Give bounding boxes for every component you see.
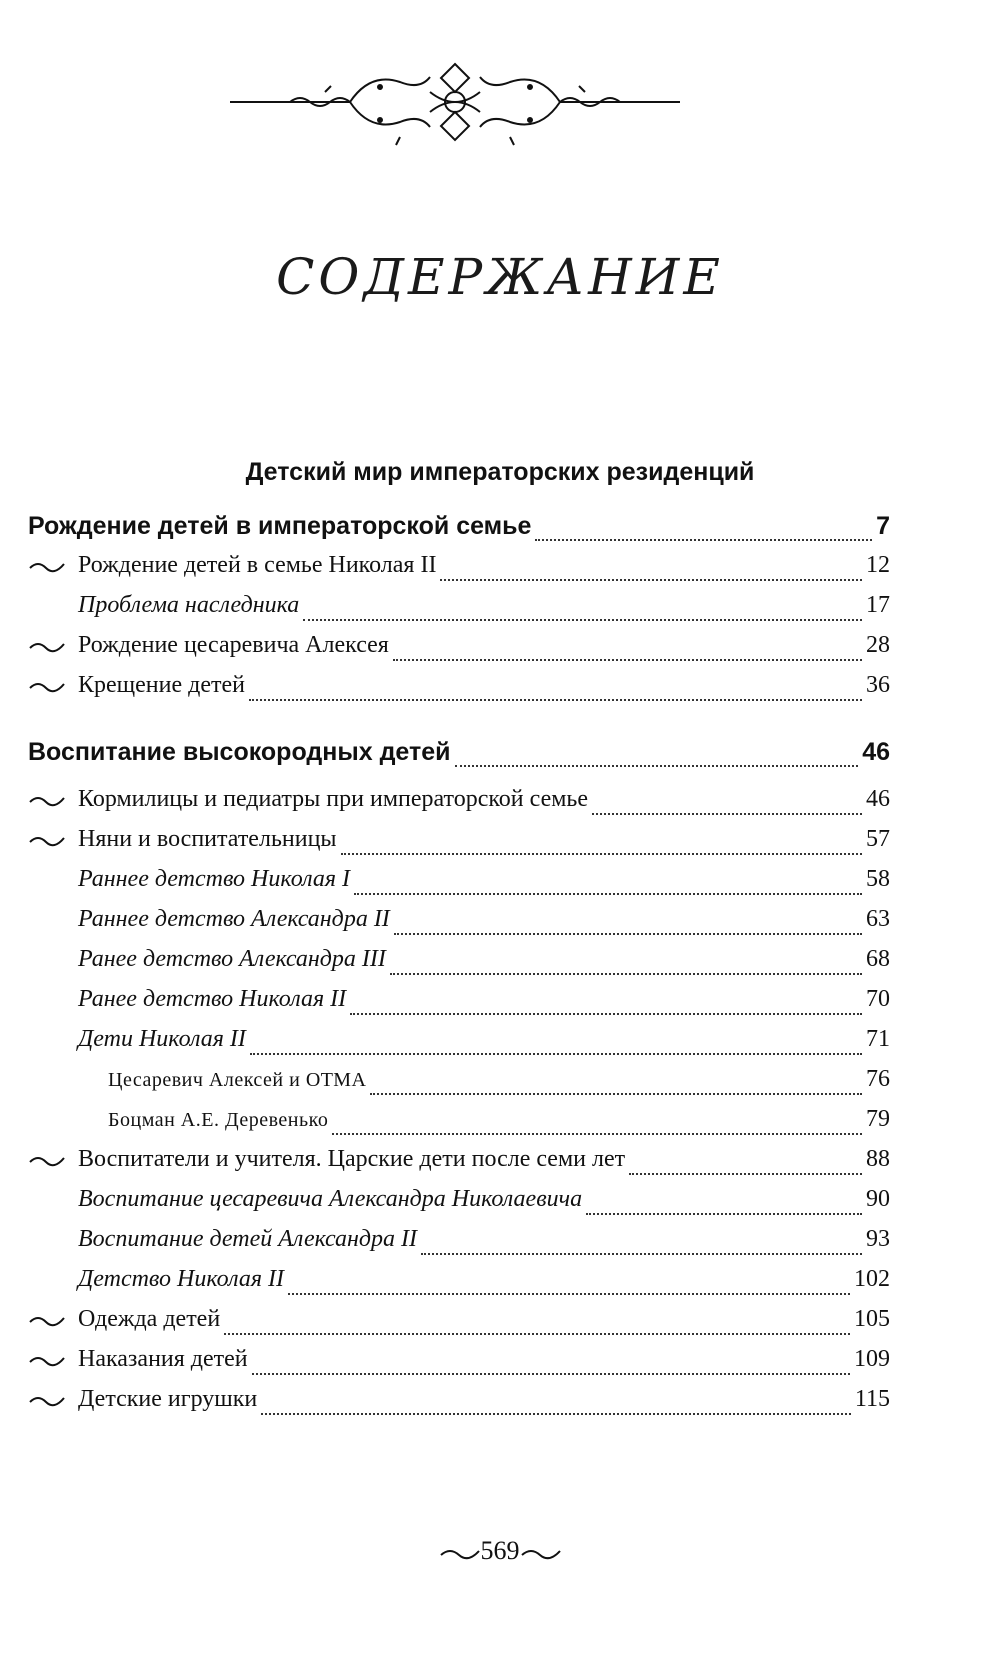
toc-entry-label: Рождение цесаревича Алексея [78,632,389,658]
toc-entry[interactable] [28,1066,890,1106]
toc-entry-page: 17 [866,592,890,618]
swash-bullet-icon [28,826,78,853]
toc-entry[interactable] [28,906,890,946]
dot-leader [629,1173,862,1175]
toc-entry[interactable] [28,1306,890,1346]
toc-entry-page: 68 [866,946,890,972]
swash-left-icon [439,1536,481,1565]
toc-entry-page: 90 [866,1186,890,1212]
toc-entry-page: 109 [854,1346,890,1372]
toc-entry-label: Дети Николая II [78,1026,246,1052]
toc-entry[interactable] [28,672,890,712]
dot-leader [354,893,862,895]
toc-entry-label: Крещение детей [78,672,245,698]
dot-leader [250,1053,862,1055]
toc-entry-label: Наказания детей [78,1346,248,1372]
toc-entry-page: 57 [866,826,890,852]
dot-leader [224,1333,850,1335]
toc-entry-label: Воспитание детей Александра II [78,1226,417,1252]
toc-entry-label: Боцман А.Е. Деревенько [108,1109,329,1131]
dot-leader [332,1133,862,1135]
toc-entry-label: Детские игрушки [78,1386,258,1412]
toc-entry[interactable] [28,826,890,866]
toc-entry-page: 63 [866,906,890,932]
toc-entry-page: 28 [866,632,890,658]
dot-leader [535,539,872,541]
dot-leader [421,1253,862,1255]
swash-bullet-icon [28,672,78,699]
toc-entry[interactable] [28,1026,890,1066]
toc-entry-label: Рождение детей в семье Николая II [78,552,437,578]
toc-entry[interactable] [28,592,890,632]
toc-entry-label: Рождение детей в императорской семье [28,512,532,540]
swash-bullet-icon [28,632,78,659]
swash-right-icon [520,1536,562,1565]
toc-entry[interactable] [28,1146,890,1186]
toc-entry-page: 7 [876,512,890,540]
toc-entry-label: Цесаревич Алексей и ОТМА [108,1069,367,1091]
toc-entry-page: 115 [854,1386,890,1412]
dot-leader [261,1413,851,1415]
swash-bullet-icon [28,552,78,579]
toc-entry-page: 105 [854,1306,890,1332]
dot-leader [252,1373,850,1375]
toc-entry[interactable] [28,1106,890,1146]
toc-entry[interactable] [28,1186,890,1226]
page-title: СОДЕРЖАНИЕ [276,248,724,306]
dot-leader [341,853,862,855]
toc-entry-label: Раннее детство Александра II [78,906,390,932]
toc-entry-label: Детство Николая II [78,1266,284,1292]
swash-bullet-icon [28,1306,78,1333]
toc-entry-label: Проблема наследника [78,592,300,618]
dot-leader [390,973,862,975]
ornament-divider-icon [230,52,680,152]
toc-entry-label: Воспитатели и учителя. Царские дети после семи лет [78,1146,626,1172]
toc-entry[interactable] [28,632,890,672]
toc-entry-page: 88 [866,1146,890,1172]
toc-entry[interactable] [28,946,890,986]
toc-entry[interactable] [28,1266,890,1306]
page-footer [0,1536,1000,1566]
toc-entry[interactable] [28,1386,890,1426]
dot-leader [350,1013,862,1015]
toc-entry[interactable] [28,866,890,906]
swash-bullet-icon [28,786,78,813]
toc-entry-page: 46 [862,738,890,766]
dot-leader [440,579,862,581]
swash-bullet-icon [28,1346,78,1373]
toc-entry[interactable] [28,1346,890,1386]
toc-entry-label: Одежда детей [78,1306,221,1332]
dot-leader [370,1093,862,1095]
toc-entry[interactable] [28,986,890,1026]
toc-entry-label: Ранее детство Николая II [78,986,347,1012]
toc-entry-page: 93 [866,1226,890,1252]
toc-entry-page: 79 [866,1106,890,1132]
dot-leader [592,813,862,815]
toc-entry[interactable] [28,786,890,826]
toc-entry-label: Раннее детство Николая I [78,866,351,892]
toc-entry-page: 36 [866,672,890,698]
dot-leader [249,699,862,701]
toc-entry[interactable] [28,738,890,778]
dot-leader [394,933,862,935]
toc-entry-page: 76 [866,1066,890,1092]
toc-entry-page: 102 [854,1266,890,1292]
dot-leader [303,619,862,621]
toc-entry-label: Ранее детство Александра III [78,946,386,972]
toc-entry-page: 58 [866,866,890,892]
page-number: 569 [480,1536,520,1565]
dot-leader [288,1293,850,1295]
toc-entry-label: Няни и воспитательницы [78,826,337,852]
toc-entry[interactable] [28,552,890,592]
toc-entry[interactable] [28,1226,890,1266]
swash-bullet-icon [28,1386,78,1413]
toc-entry-page: 46 [866,786,890,812]
toc-entry-page: 70 [866,986,890,1012]
dot-leader [455,765,859,767]
toc-entry-label: Воспитание высокородных детей [28,738,451,766]
toc-entry-page: 12 [866,552,890,578]
swash-bullet-icon [28,1146,78,1173]
section-title: Детский мир императорских резиденций [245,458,755,486]
toc-entry-label: Кормилицы и педиатры при императорской семье [78,786,589,812]
toc-entry-page: 71 [866,1026,890,1052]
dot-leader [393,659,862,661]
dot-leader [586,1213,862,1215]
toc-entry-label: Воспитание цесаревича Александра Николаевича [78,1186,583,1212]
toc-entry[interactable] [28,512,890,552]
